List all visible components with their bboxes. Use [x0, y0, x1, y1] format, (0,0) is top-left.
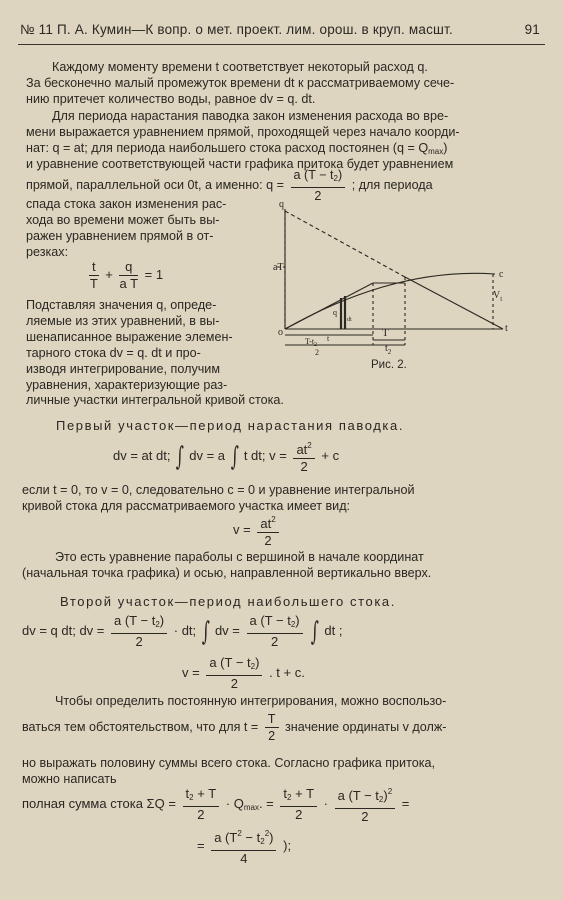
section1-text4: (начальная точка графика) и осью, направленной вертикально вверх. — [22, 566, 432, 580]
para4-line4: тарного стока dv = q. dt и про- — [26, 346, 201, 360]
figure-2 — [275, 197, 533, 372]
section2-text3: но выражать половину суммы всего стока. Согласно графика притока, — [22, 756, 435, 770]
header-rule — [18, 44, 545, 45]
label-c: c — [499, 269, 504, 280]
para1-line2: За бесконечно малый промежуток времени dt к рассматриваемому сече- — [26, 76, 455, 90]
para2-line2: мени выражается уравнением прямой, проходящей через начало коорди- — [26, 125, 460, 139]
para3-line2: хода во времени может быть вы- — [26, 213, 220, 227]
dashed-line-top — [285, 211, 405, 277]
section2-text4: можно написать — [22, 772, 117, 786]
label-aT: aT — [273, 262, 284, 273]
para3-line3: ражен уравнением прямой в от- — [26, 229, 214, 243]
para1-line3: нию притечет количество воды, равное dv = q. dt. — [26, 92, 316, 106]
section2-equation1: dv = q dt; dv = $\frac{a (T - t_2)}{2}$ · dt; ∫ dv = $\frac{a (T - t_2)}{2}$ ∫ dt ; — [22, 613, 343, 649]
section2-text1: Чтобы определить постоянную интегрирования, можно воспользо- — [55, 694, 447, 708]
para4-line5: изводя интегрирование, получим — [26, 362, 221, 376]
para2-line4: и уравнение соответствующей части графика притока будет уравнением — [26, 157, 454, 171]
para3-line4: резках: — [26, 245, 69, 259]
recession-line — [405, 277, 503, 329]
label-T-minus-t2: $T-t_2$ — [305, 337, 318, 348]
section2-sum-equation2: = $\frac{a (T^2 - t_2^2)}{4}$ ); — [197, 829, 292, 866]
integral-curve — [285, 273, 495, 329]
label-q-top: q — [279, 199, 284, 210]
section1-title: Первый участок—период нарастания паводка. — [56, 418, 405, 433]
para2-line3: нат: q = at; для периода наибольшего стока расход постоянен $(q = Q_{max})$ — [26, 141, 448, 156]
running-header — [20, 22, 540, 37]
section2-text2: ваться тем обстоятельством, что для t = $\frac{T}{2}$ значение ординаты v долж- — [22, 712, 447, 743]
section1-text1: если t = 0, то v = 0, следовательно c = 0 и уравнение интегральной — [22, 483, 415, 497]
page-number: 91 — [524, 22, 540, 37]
section1-parabola-eq: v = $\frac{at^2}{2}$ — [233, 513, 282, 548]
section1-text3: Это есть уравнение параболы с вершиной в начале координат — [55, 550, 424, 564]
section1-text2: кривой стока для рассматриваемого участка имеет вид: — [22, 499, 351, 513]
label-t-axis: t — [505, 323, 508, 334]
label-dt: dt — [347, 317, 352, 323]
label-vt: $V_t$ — [493, 290, 503, 303]
label-q-mid: q — [333, 308, 337, 317]
equation-segments: $\frac{t}{T}$ + $\frac{q}{\text{a T}}$ = 1 — [89, 259, 164, 291]
section2-title: Второй участок—период наибольшего стока. — [60, 594, 396, 609]
label-T: T — [382, 327, 389, 339]
section1-equation: dv = at dt; ∫ dv = a ∫ t dt; v = $\frac{at^2}{2}$ + c — [113, 441, 340, 474]
para1-line1: Каждому моменту времени t соответствует некоторый расход q. — [52, 60, 428, 74]
para3-line1: спада стока закон изменения рас- — [26, 197, 227, 211]
figure-caption: Рис. 2. — [371, 359, 407, 371]
para4-line2: ляемые из этих уравнений, в вы- — [26, 314, 220, 328]
label-half-den: 2 — [315, 348, 319, 357]
para4-line3: шенаписанное выражение элемен- — [26, 330, 233, 344]
section2-sum-equation: полная сумма стока ΣQ = $\frac{t_2 + T}{2}$ · $Q_{max}$. = $\frac{t_2 + T}{2}$ · $\frac{a (T - t_2)^2}{2}$ = — [22, 786, 410, 824]
para4-line1: Подставляя значения q, опреде- — [26, 298, 217, 312]
label-t2: $t_2$ — [385, 343, 392, 356]
header-text: № 11 П. А. Кумин—К вопр. о мет. проект. лим. орош. в круп. масшт. — [20, 22, 453, 37]
hydrograph-diagram — [275, 197, 533, 372]
para4-line6: уравнения, характеризующие раз- — [26, 378, 228, 392]
formula-parallel-line: прямой, параллельной оси 0t, а именно: q = $\frac{a (T - t_2)}{2}$ ; для периода — [26, 168, 433, 203]
section2-equation2: v = $\frac{a (T - t_2)}{2}$ . t + c. — [182, 655, 305, 691]
para2-line1: Для периода нарастания паводка закон изменения расхода во вре- — [52, 109, 449, 123]
label-t-small: t — [327, 334, 330, 343]
para4-line7: личные участки интегральной кривой стока. — [26, 393, 284, 407]
label-origin: o — [278, 327, 283, 338]
